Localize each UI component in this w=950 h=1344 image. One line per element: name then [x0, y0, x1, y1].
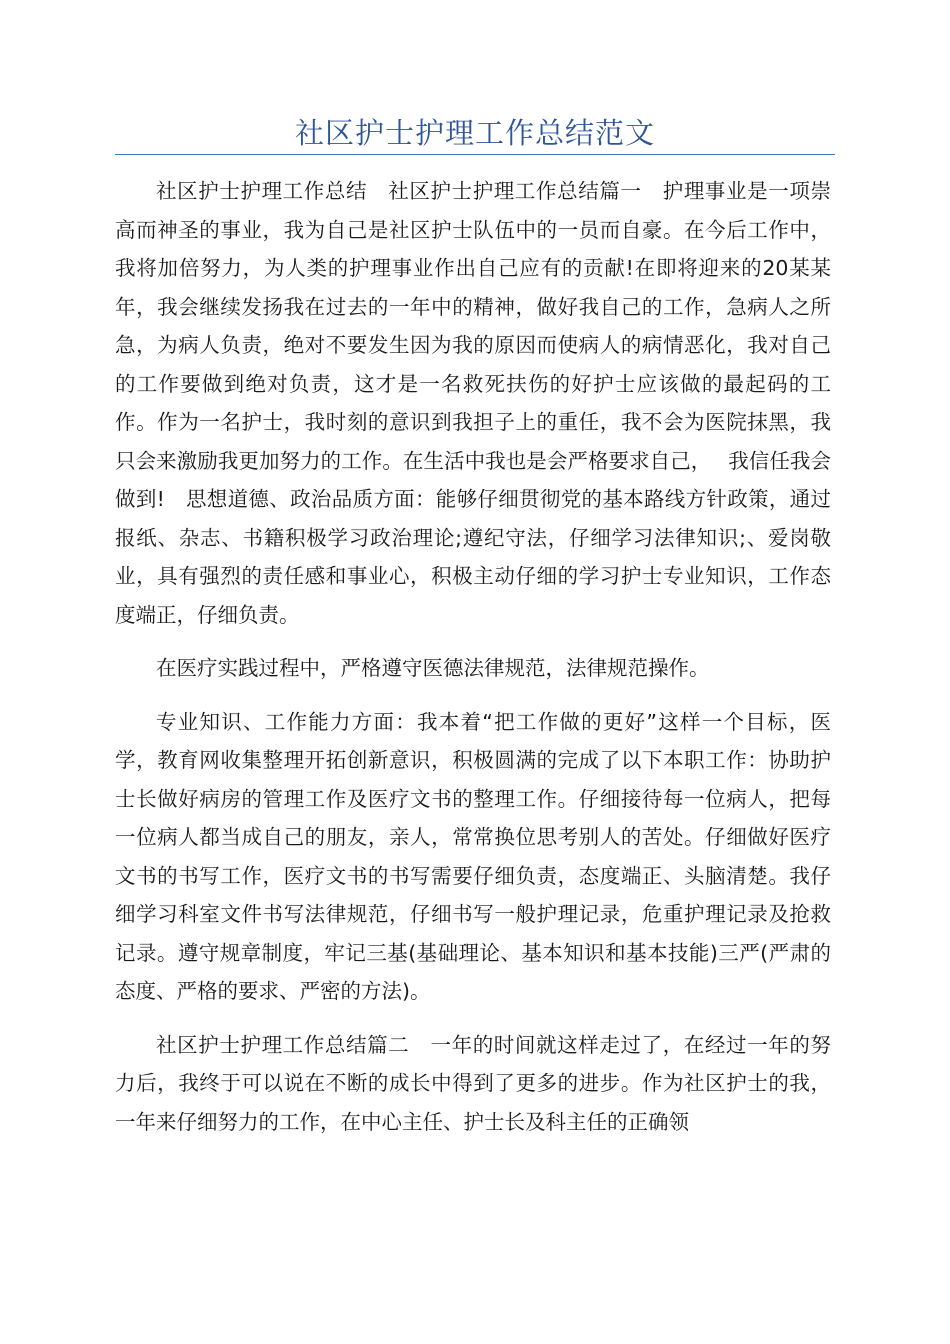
paragraph-2: 在医疗实践过程中，严格遵守医德法律规范，法律规范操作。 — [156, 656, 710, 680]
document-body — [115, 172, 831, 1156]
title-underline — [115, 154, 835, 155]
document-title: 社区护士护理工作总结范文 — [294, 116, 655, 150]
paragraph-1: 社区护士护理工作总结 社区护士护理工作总结篇一 护理事业是一项崇高而神圣的事业，我为自己是社区护士队伍中的一员而自豪。在今后工作中，我将加倍努力，为人类的护理事业作出自己应有的贡献!在即将迎来的20某某年，我会继续发扬我在过去的一年中的精神，做好我自己的工作，急病人之所急，为病人负责，绝对不要发生因为我的原因而使病人的病情恶化，我对自己的工作要做到绝对负责，这才是一名救死扶伤的好护士应该做的最起码的工作。作为一名护士，我时刻的意识到我担子上的重任，我不会为医院抹黑，我只会来激励我更加努力的工作。在生活中我也是会严格要求自己， 我信任我会做到! 思想道德、政治品质方面：能够仔细贯彻党的基本路线方针政策，通过报纸、杂志、书籍积极学习政治理论;遵纪守法，仔细学习法律知识;、爱岗敬业，具有强烈的责任感和事业心，积极主动仔细的学习护士专业知识，工作态度端正，仔细负责。 — [115, 179, 831, 627]
paragraph-3: 专业知识、工作能力方面：我本着“把工作做的更好”这样一个目标，医学，教育网收集整理开拓创新意识，积极圆满的完成了以下本职工作：协助护士长做好病房的管理工作及医疗文书的整理工作。仔细接待每一位病人，把每一位病人都当成自己的朋友，亲人，常常换位思考别人的苦处。仔细做好医疗文书的书写工作，医疗文书的书写需要仔细负责，态度端正、头脑清楚。我仔细学习科室文件书写法律规范，仔细书写一般护理记录，危重护理记录及抢救记录。遵守规章制度，牢记三基(基础理论、基本知识和基本技能)三严(严肃的态度、严格的要求、严密的方法)。 — [115, 709, 831, 1003]
paragraph-4: 社区护士护理工作总结篇二 一年的时间就这样走过了，在经过一年的努力后，我终于可以说在不断的成长中得到了更多的进步。作为社区护士的我，一年来仔细努力的工作，在中心主任、护士长及科主任的正确领 — [115, 1032, 831, 1134]
